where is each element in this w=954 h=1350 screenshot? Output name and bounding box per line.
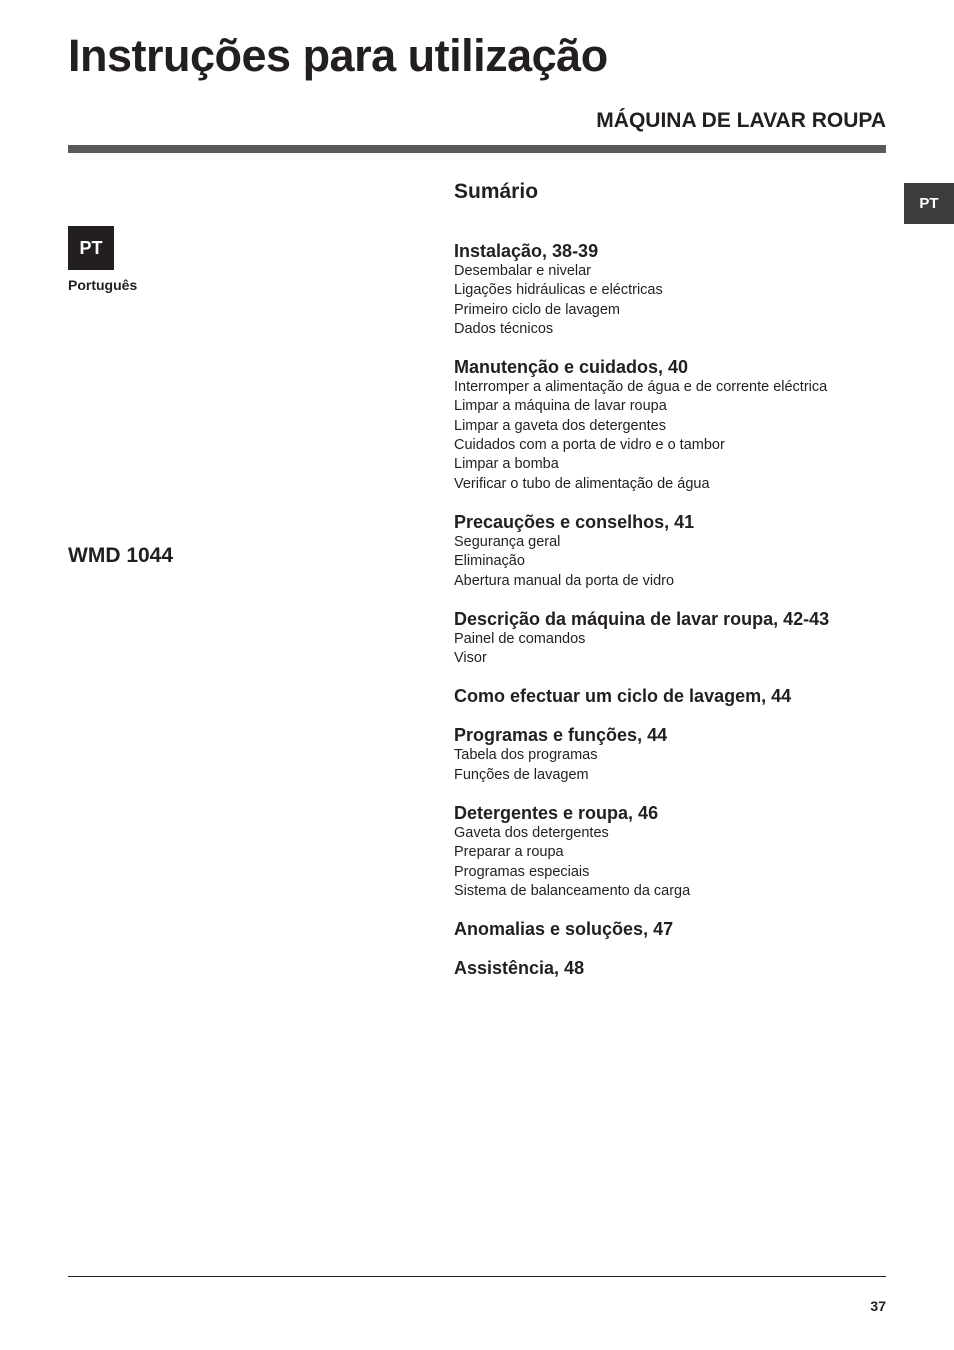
- toc-subsection: Visor: [454, 650, 487, 667]
- toc-section-title: Detergentes e roupa, 46: [454, 803, 659, 824]
- toc-section-title: Descrição da máquina de lavar roupa, 42-43: [454, 608, 830, 629]
- product-type-heading: MÁQUINA DE LAVAR ROUPA: [596, 109, 886, 132]
- language-name: Português: [68, 277, 138, 293]
- toc-subsection: Primeiro ciclo de lavagem: [454, 301, 621, 318]
- toc-section-title: Anomalias e soluções, 47: [454, 919, 674, 940]
- page-number: 37: [870, 1298, 886, 1314]
- toc-section: [454, 511, 894, 591]
- toc-subsection: Limpar a gaveta dos detergentes: [454, 417, 666, 434]
- toc-subsection: Dados técnicos: [454, 320, 554, 337]
- table-of-contents: [454, 240, 894, 996]
- toc-subsection: Funções de lavagem: [454, 766, 589, 783]
- toc-section: [454, 957, 894, 979]
- toc-subsection: Abertura manual da porta de vidro: [454, 572, 675, 589]
- toc-subsection: Interromper a alimentação de água e de corrente eléctrica: [454, 379, 828, 396]
- toc-section: [454, 918, 894, 940]
- language-code-badge: PT: [68, 226, 114, 270]
- toc-section: [454, 240, 894, 339]
- footer-divider: [68, 1276, 886, 1277]
- toc-section-title: Assistência, 48: [454, 958, 585, 979]
- toc-heading: Sumário: [454, 180, 539, 203]
- toc-subsection: Limpar a bomba: [454, 456, 559, 473]
- toc-subsection: Cuidados com a porta de vidro e o tambor: [454, 437, 725, 454]
- toc-subsection: Verificar o tubo de alimentação de água: [454, 475, 710, 492]
- toc-subsection: Ligações hidráulicas e eléctricas: [454, 282, 663, 299]
- toc-subsection: Limpar a máquina de lavar roupa: [454, 398, 667, 415]
- toc-subsection: Eliminação: [454, 553, 525, 570]
- toc-section-title: Programas e funções, 44: [454, 725, 668, 746]
- toc-section-title: Precauções e conselhos, 41: [454, 511, 695, 532]
- toc-section-title: Manutenção e cuidados, 40: [454, 357, 689, 378]
- language-side-tab: PT: [904, 183, 954, 224]
- toc-subsection: Desembalar e nivelar: [454, 263, 592, 279]
- toc-section-title: Como efectuar um ciclo de lavagem, 44: [454, 686, 792, 707]
- toc-section: [454, 802, 894, 901]
- toc-subsection: Segurança geral: [454, 533, 561, 550]
- toc-subsection: Preparar a roupa: [454, 844, 564, 861]
- toc-subsection: Painel de comandos: [454, 630, 586, 647]
- toc-section: [454, 356, 894, 494]
- toc-subsection: Sistema de balanceamento da carga: [454, 882, 691, 899]
- toc-section: [454, 724, 894, 785]
- toc-subsection: Programas especiais: [454, 863, 590, 880]
- toc-section-title: Instalação, 38-39: [454, 241, 599, 261]
- toc-section: [454, 608, 894, 669]
- model-number: WMD 1044: [68, 544, 174, 567]
- toc-subsection: Gaveta dos detergentes: [454, 825, 609, 842]
- toc-subsection: Tabela dos programas: [454, 747, 598, 764]
- toc-section: [454, 685, 894, 707]
- header-divider: [68, 145, 886, 153]
- page-title: Instruções para utilização: [68, 30, 608, 81]
